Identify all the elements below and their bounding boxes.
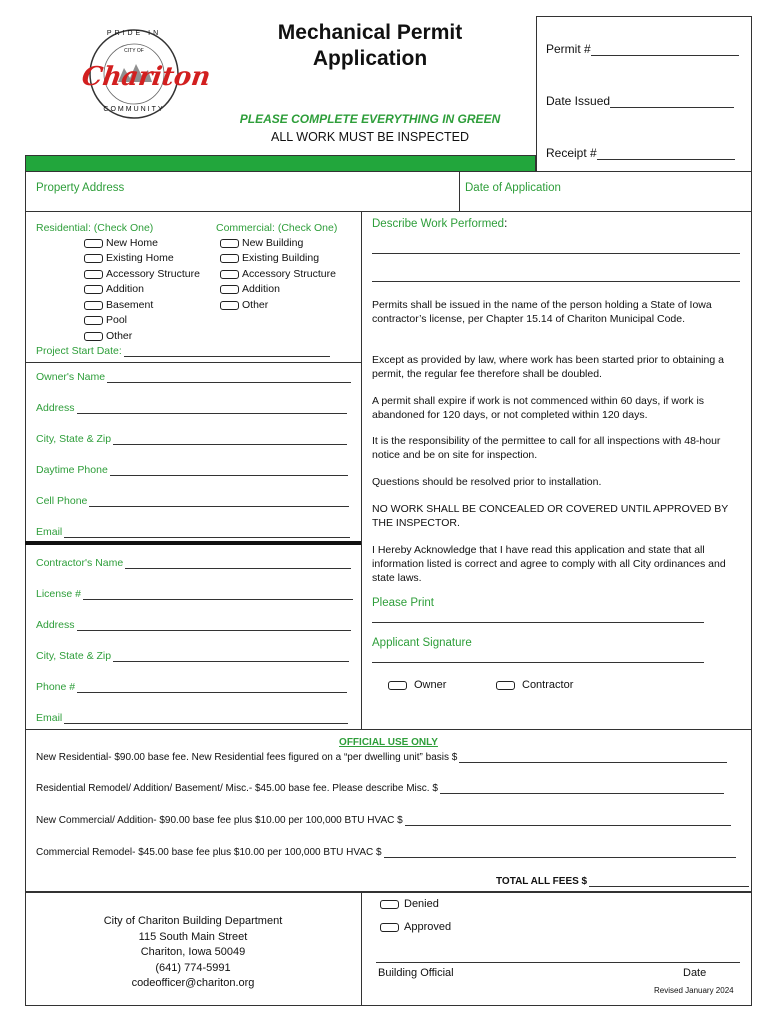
paragraph-inspections: It is the responsibility of the permittee to call for all inspections with 48-hour notice and be on site for inspection. xyxy=(372,435,721,461)
property-address-label: Property Address xyxy=(36,182,125,194)
logo-small-text: CITY OF xyxy=(124,48,144,54)
commercial-option-accessory[interactable]: Accessory Structure xyxy=(220,268,336,280)
checkbox-icon[interactable] xyxy=(84,316,103,325)
official-use-heading: OFFICIAL USE ONLY xyxy=(339,737,438,748)
paragraph-license: Permits shall be issued in the name of the person holding a State of Iowa contractor’s license, per Chapter 15.14 of Chariton Municipal Code. xyxy=(372,299,712,325)
checkbox-icon[interactable] xyxy=(220,270,239,279)
department-phone: (641) 774-5991 xyxy=(155,961,231,974)
checkbox-icon[interactable] xyxy=(388,681,407,690)
approval-denied-option[interactable]: Denied xyxy=(380,898,439,910)
owner-daytime-phone-field[interactable]: Daytime Phone xyxy=(36,464,348,476)
paragraph-expiration: A permit shall expire if work is not commenced within 60 days, if work is abandoned for 120 days, or not completed within 120 days. xyxy=(372,395,705,421)
fee-new-residential-field[interactable]: New Residential- $90.00 base fee. New Residential fees figured on a “per dwelling unit” basis $ xyxy=(36,752,727,763)
residential-option-new-home[interactable]: New Home xyxy=(84,237,158,249)
city-logo xyxy=(78,24,213,124)
project-start-date-field[interactable] xyxy=(36,345,330,357)
contractor-city-state-zip-field[interactable]: City, State & Zip xyxy=(36,650,349,662)
checkbox-icon[interactable] xyxy=(220,254,239,263)
paragraph-concealed: NO WORK SHALL BE CONCEALED OR COVERED UNTIL APPROVED BY THE INSPECTOR. xyxy=(372,503,729,529)
contractor-email-field[interactable]: Email xyxy=(36,712,348,724)
checkbox-icon[interactable] xyxy=(84,301,103,310)
receipt-number-label: Receipt # xyxy=(546,146,597,160)
commercial-option-new-building[interactable]: New Building xyxy=(220,237,303,249)
paragraph-questions: Questions should be resolved prior to installation. xyxy=(372,476,602,488)
logo-bottom-text: COMMUNITY xyxy=(103,106,165,113)
checkbox-icon[interactable] xyxy=(380,900,399,909)
project-start-date-label: Project Start Date: xyxy=(36,345,122,357)
bottom-column-divider xyxy=(361,892,362,1006)
main-column-divider xyxy=(361,212,362,730)
department-street: 115 South Main Street xyxy=(138,930,248,943)
residential-option-pool[interactable]: Pool xyxy=(84,314,127,326)
checkbox-icon[interactable] xyxy=(84,270,103,279)
applicant-signature-line[interactable] xyxy=(372,662,704,663)
checkbox-icon[interactable] xyxy=(84,239,103,248)
receipt-number-field[interactable] xyxy=(546,146,735,160)
contractor-license-field[interactable]: License # xyxy=(36,588,353,600)
department-name: City of Chariton Building Department xyxy=(103,915,283,927)
residential-heading: Residential: (Check One) xyxy=(36,222,154,234)
revised-date-text: Revised January 2024 xyxy=(654,986,734,995)
owner-name-field[interactable]: Owner's Name xyxy=(36,371,351,383)
fee-residential-remodel-field[interactable]: Residential Remodel/ Addition/ Basement/ Misc.- $45.00 base fee. Please describe Misc. $ xyxy=(36,783,724,794)
residential-option-existing-home[interactable]: Existing Home xyxy=(84,252,174,264)
commercial-heading: Commercial: (Check One) xyxy=(216,222,338,234)
checkbox-icon[interactable] xyxy=(220,301,239,310)
date-issued-field[interactable] xyxy=(546,94,734,108)
describe-work-line-1[interactable] xyxy=(372,253,740,254)
checkbox-icon[interactable] xyxy=(380,923,399,932)
fee-new-commercial-field[interactable]: New Commercial/ Addition- $90.00 base fee plus $10.00 per 100,000 BTU HVAC $ xyxy=(36,815,731,826)
date-of-application-label: Date of Application xyxy=(465,182,561,194)
logo-top-text: PRIDE IN xyxy=(106,30,162,37)
checkbox-icon[interactable] xyxy=(220,239,239,248)
contractor-phone-field[interactable]: Phone # xyxy=(36,681,347,693)
property-row-divider xyxy=(459,172,460,212)
owner-cell-phone-field[interactable]: Cell Phone xyxy=(36,495,349,507)
owner-city-state-zip-field[interactable]: City, State & Zip xyxy=(36,433,347,445)
department-email: codeofficer@chariton.org xyxy=(131,977,255,989)
commercial-option-other[interactable]: Other xyxy=(220,299,268,311)
please-print-label: Please Print xyxy=(372,597,435,609)
applicant-signature-label: Applicant Signature xyxy=(372,637,472,649)
department-city: Chariton, Iowa 50049 xyxy=(140,946,246,958)
building-official-label: Building Official xyxy=(378,967,454,979)
instruction-text: PLEASE COMPLETE EVERYTHING IN GREEN xyxy=(239,112,501,126)
permit-number-field[interactable] xyxy=(546,42,739,56)
owner-contractor-divider xyxy=(25,541,361,545)
contractor-name-field[interactable]: Contractor's Name xyxy=(36,557,351,569)
please-print-line[interactable] xyxy=(372,622,704,623)
checkbox-icon[interactable] xyxy=(496,681,515,690)
fee-commercial-remodel-field[interactable]: Commercial Remodel- $45.00 base fee plus $10.00 per 100,000 BTU HVAC $ xyxy=(36,847,736,858)
checkbox-icon[interactable] xyxy=(84,332,103,341)
checkbox-icon[interactable] xyxy=(220,285,239,294)
inspection-text: ALL WORK MUST BE INSPECTED xyxy=(271,130,469,144)
department-address xyxy=(25,914,361,992)
title-line-2: Application xyxy=(312,47,428,70)
total-fees-field[interactable]: TOTAL ALL FEES $ xyxy=(496,876,749,887)
applicant-owner-option[interactable]: Owner xyxy=(388,679,446,691)
building-official-signature-line[interactable] xyxy=(376,962,740,963)
residential-option-accessory[interactable]: Accessory Structure xyxy=(84,268,200,280)
permit-number-label: Permit # xyxy=(546,42,591,56)
residential-option-basement[interactable]: Basement xyxy=(84,299,153,311)
logo-script-text: Chariton xyxy=(79,62,213,92)
applicant-contractor-option[interactable]: Contractor xyxy=(496,679,573,691)
residential-option-other[interactable]: Other xyxy=(84,330,132,342)
describe-work-heading: Describe Work Performed: xyxy=(372,218,508,230)
approval-date-label: Date xyxy=(683,967,707,979)
paragraph-fee-doubled: Except as provided by law, where work has been started prior to obtaining a permit, the regular fee therefore shall be doubled. xyxy=(372,354,724,380)
property-row xyxy=(25,172,752,212)
green-divider-bar xyxy=(25,155,536,172)
owner-email-field[interactable]: Email xyxy=(36,526,350,538)
page-title xyxy=(230,20,510,72)
paragraph-acknowledge: I Hereby Acknowledge that I have read this application and state that all information listed is correct and agree to comply with all City ordinances and state laws. xyxy=(372,544,726,584)
owner-address-field[interactable]: Address xyxy=(36,402,347,414)
approval-approved-option[interactable]: Approved xyxy=(380,921,451,933)
title-line-1: Mechanical Permit xyxy=(277,21,463,44)
commercial-option-addition[interactable]: Addition xyxy=(220,283,280,295)
contractor-address-field[interactable]: Address xyxy=(36,619,351,631)
residential-option-addition[interactable]: Addition xyxy=(84,283,144,295)
describe-work-label: Describe Work Performed xyxy=(372,218,505,230)
commercial-option-existing-building[interactable]: Existing Building xyxy=(220,252,319,264)
date-issued-label: Date Issued xyxy=(546,94,611,108)
type-section-divider xyxy=(25,362,361,363)
checkbox-icon[interactable] xyxy=(84,254,103,263)
checkbox-icon[interactable] xyxy=(84,285,103,294)
describe-work-line-2[interactable] xyxy=(372,281,740,282)
